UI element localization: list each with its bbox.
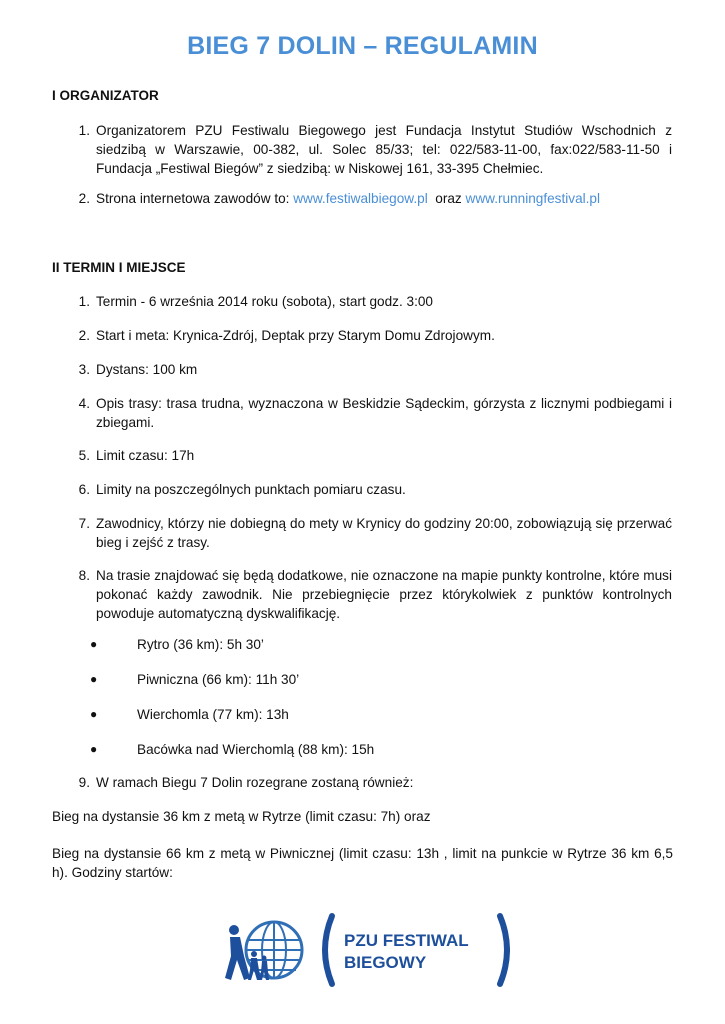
list-item [72,292,672,311]
item-number: 2. [78,328,90,343]
list-item [72,566,672,623]
item-text: Organizatorem PZU Festiwalu Biegowego jest Fundacja Instytut Studiów Wschodnich z siedzibą w Warszawie, 00-382, ul. Solec 85/33; tel: 022/583-11-00, fax:022/583-11-50 i Fundacja „Festiwal Biegów” z siedzibą: w Niskowej 161, 33-395 Chełmiec. [96,123,672,176]
logo-line1: PZU FESTIWAL [344,931,469,950]
item-number: 6. [78,482,90,497]
item-text: Dystans: 100 km [96,362,198,377]
document-title: BIEG 7 DOLIN – REGULAMIN [187,32,538,60]
bullet-text: Wierchomla (77 km): 13h [137,707,289,722]
item-number: 9. [78,775,90,790]
bullet-item [90,670,299,689]
pzu-festiwal-logo [220,910,510,990]
bullet-dot: ● [90,742,98,756]
bullet-item [90,705,289,724]
item-number: 1. [78,294,90,309]
item-text: W ramach Biegu 7 Dolin rozegrane zostaną również: [96,775,414,790]
footer-logos [220,910,510,990]
item-number: 5. [78,448,90,463]
list-item [72,480,672,499]
list-item [72,360,672,379]
item-text [96,189,672,208]
globe-runner-icon [225,922,302,980]
item-text: Start i meta: Krynica-Zdrój, Deptak przy Starym Domu Zdrojowym. [96,328,495,343]
item-text: Termin - 6 września 2014 roku (sobota), start godz. 3:00 [96,294,433,309]
item-number: 3. [78,362,90,377]
runningfestival-link[interactable]: www.runningfestival.pl [465,191,601,206]
list-item [72,121,672,178]
bullet-dot: ● [90,707,98,721]
bullet-text: Bacówka nad Wierchomlą (88 km): 15h [137,742,375,757]
item-text: Na trasie znajdować się będą dodatkowe, nie oznaczone na mapie punkty kontrolne, które musi pokonać każdy zawodnik. Nie przebiegnięcie przez którykolwiek z punktów kontrolnych powoduje automatyczną dyskwalifikację. [96,568,672,621]
bullet-item [90,740,374,759]
item-text-middle: oraz [427,191,466,206]
item-text-prefix: Strona internetowa zawodów to: [96,191,294,206]
bracket-logo-icon [325,916,507,984]
bullet-dot: ● [90,672,98,686]
item-text: Zawodnicy, którzy nie dobiegną do mety w Krynicy do godziny 20:00, zobowiązują się przerwać bieg i zejść z trasy. [96,516,672,550]
item-text: Limit czasu: 17h [96,448,195,463]
bullet-text: Piwniczna (66 km): 11h 30’ [137,672,300,687]
bullet-text: Rytro (36 km): 5h 30’ [137,637,264,652]
paragraph-66km: Bieg na dystansie 66 km z metą w Piwnicznej (limit czasu: 13h , limit na punkcie w Rytrze 36 km 6,5 h). Godziny startów: [52,846,673,880]
list-item [72,773,672,792]
bullet-dot: ● [90,637,98,651]
festiwalbiegow-link[interactable]: www.festiwalbiegow.pl [293,191,428,206]
item-number: 2. [78,191,90,206]
list-item [72,514,672,552]
bullet-item [90,635,264,654]
section-heading-organizator: I ORGANIZATOR [52,88,159,103]
item-number: 7. [78,516,90,531]
list-item [72,189,672,208]
item-text: Limity na poszczególnych punktach pomiaru czasu. [96,482,406,497]
item-text: Opis trasy: trasa trudna, wyznaczona w Beskidzie Sądeckim, górzysta z licznymi podbiegami i zbiegami. [96,396,672,430]
item-number: 8. [78,568,90,583]
logo-line2: BIEGOWY [344,953,427,972]
item-number: 1. [78,123,90,138]
paragraph-36km: Bieg na dystansie 36 km z metą w Rytrze (limit czasu: 7h) oraz [52,809,431,824]
section-heading-termin: II TERMIN I MIEJSCE [52,260,186,275]
list-item [72,326,672,345]
list-item [72,446,672,465]
item-number: 4. [78,396,90,411]
list-item [72,394,672,432]
